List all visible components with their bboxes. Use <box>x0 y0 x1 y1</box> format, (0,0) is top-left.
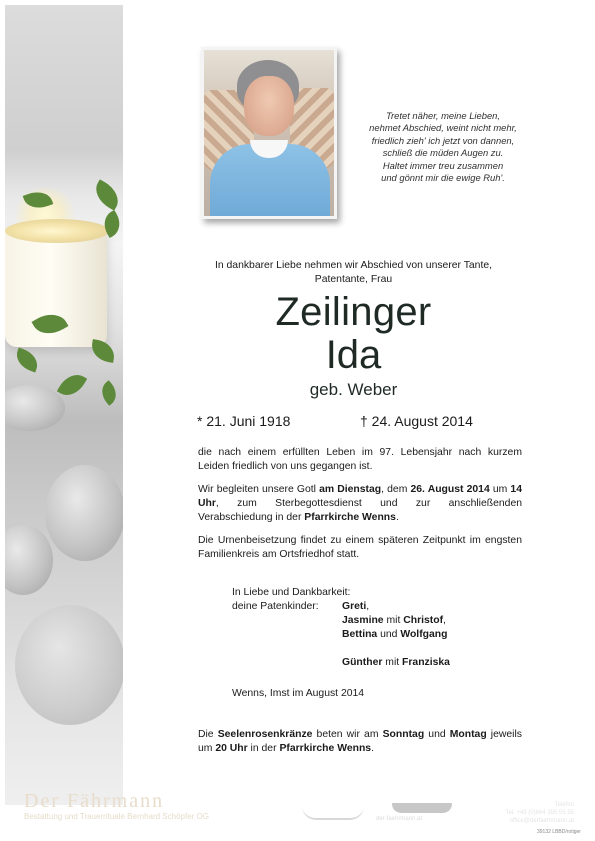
mourner-name: Franziska <box>402 657 450 668</box>
text-span: . <box>371 743 374 754</box>
portrait-photo <box>204 50 334 216</box>
poem-line: und gönnt mir die ewige Ruh'. <box>381 172 505 184</box>
intro-line: Patentante, Frau <box>314 274 393 285</box>
contact-line: Telefon <box>554 802 574 808</box>
mourner-names <box>342 614 446 628</box>
candle-top <box>5 219 109 243</box>
deceased-surname: Zeilinger <box>275 290 432 334</box>
ivy-leaf <box>89 339 116 363</box>
print-code: 39132 LBBD/rotiger <box>537 829 581 835</box>
poem <box>343 110 543 184</box>
mourner-name: Jasmine <box>342 615 384 626</box>
poem-line: nehmet Abschied, weint nicht mehr, <box>369 122 517 134</box>
bold-span: Pfarrkirche Wenns <box>304 512 396 523</box>
text-span: , dem <box>381 484 411 495</box>
text-span: Wir begleiten unsere Gotl <box>198 484 320 495</box>
bold-span: 20 Uhr <box>215 743 248 754</box>
ivy-leaf <box>96 380 121 406</box>
boat-icon <box>392 803 452 813</box>
list-item <box>232 628 512 642</box>
life-paragraph: die nach einem erfüllten Leben im 97. Lebensjahr nach kurzem Leiden friedlich von uns gegangen ist. <box>198 447 522 472</box>
text-span: in der <box>247 743 280 754</box>
list-item <box>232 586 512 600</box>
ivy-leaf <box>90 179 123 210</box>
list-item <box>232 614 512 628</box>
text-span: beten wir am <box>312 729 383 740</box>
text-span: , <box>443 615 446 626</box>
undertaker-subtitle: Bestattung und Trauerrituale Bernhard Schöpfer OG <box>24 812 209 821</box>
text-span: . <box>395 512 399 523</box>
poem-line: Haltet immer treu zusammen <box>382 159 504 171</box>
mourners-label: deine Patenkinder: <box>232 601 319 612</box>
mourner-name: Christof <box>403 615 444 626</box>
intro-line: In dankbarer Liebe nehmen wir Abschied von unserer Tante, <box>214 260 493 271</box>
bold-span: 26. August 2014 <box>410 484 490 495</box>
mourner-name: Wolfgang <box>400 629 448 640</box>
intro-text <box>185 259 522 287</box>
bold-span: am Dienstag <box>319 484 382 495</box>
undertaker-contact <box>462 801 574 825</box>
undertaker-url: der-faehrmann.at <box>376 816 423 822</box>
text-span: , <box>366 601 370 612</box>
stone-image <box>15 605 123 725</box>
text-span: , zum Sterbegottesdienst und zur anschließenden Verabschiedung in der <box>198 498 522 523</box>
rosary-paragraph <box>198 728 522 756</box>
bold-span: Seelenrosenkränze <box>217 729 313 740</box>
mourner-names <box>342 656 450 670</box>
place-date: Wenns, Imst im August 2014 <box>232 688 365 699</box>
mourner-names <box>342 628 447 642</box>
mourner-name: Günther <box>342 657 383 668</box>
contact-line: office@derfaehrmann.at <box>509 818 574 824</box>
poem-line: Tretet näher, meine Lieben, <box>386 110 500 121</box>
portrait-face <box>244 76 294 136</box>
burial-paragraph: Die Urnenbeisetzung findet zu einem späteren Zeitpunkt im engsten Familienkreis am Ortsfriedhof statt. <box>198 535 522 560</box>
maiden-name: geb. Weber <box>309 380 398 399</box>
stone-image <box>5 385 65 431</box>
list-item <box>232 600 512 614</box>
contact-line: Tel. +43 (0)664 355 55 55 <box>505 810 574 816</box>
bold-span: Montag <box>449 729 487 740</box>
boat-icon <box>302 806 364 820</box>
text-span: mit <box>383 615 404 626</box>
birth-date: * 21. Juni 1918 <box>197 413 291 429</box>
text-span: Die <box>198 729 218 740</box>
mourners-list <box>232 586 512 670</box>
mourner-name: Greti <box>342 601 367 612</box>
ivy-leaf <box>57 369 87 402</box>
decorative-band <box>5 5 123 805</box>
text-span: mit <box>382 657 403 668</box>
bold-span: 14 Uhr <box>198 484 522 509</box>
ivy-leaf <box>13 347 42 372</box>
bold-span: Pfarrkirche Wenns <box>279 743 372 754</box>
poem-line: friedlich zieh' ich jetzt von dannen, <box>371 134 515 146</box>
poem-line: schließ die müden Augen zu. <box>382 147 504 159</box>
text-span: um <box>489 484 511 495</box>
list-spacer <box>232 642 512 656</box>
stone-image <box>5 525 53 595</box>
text-span: und <box>377 629 401 640</box>
mourner-name: Bettina <box>342 629 378 640</box>
stone-image <box>45 465 123 561</box>
list-item <box>232 656 512 670</box>
deceased-firstname: Ida <box>325 333 382 377</box>
text-span: jeweils um <box>198 729 522 754</box>
mourner-names <box>342 600 369 614</box>
text-span: und <box>424 729 450 740</box>
death-date: † 24. August 2014 <box>360 413 473 429</box>
undertaker-logo: Der Fährmann <box>24 790 165 812</box>
funeral-paragraph <box>198 483 522 525</box>
bold-span: Sonntag <box>382 729 425 740</box>
mourners-heading: In Liebe und Dankbarkeit: <box>232 587 351 598</box>
